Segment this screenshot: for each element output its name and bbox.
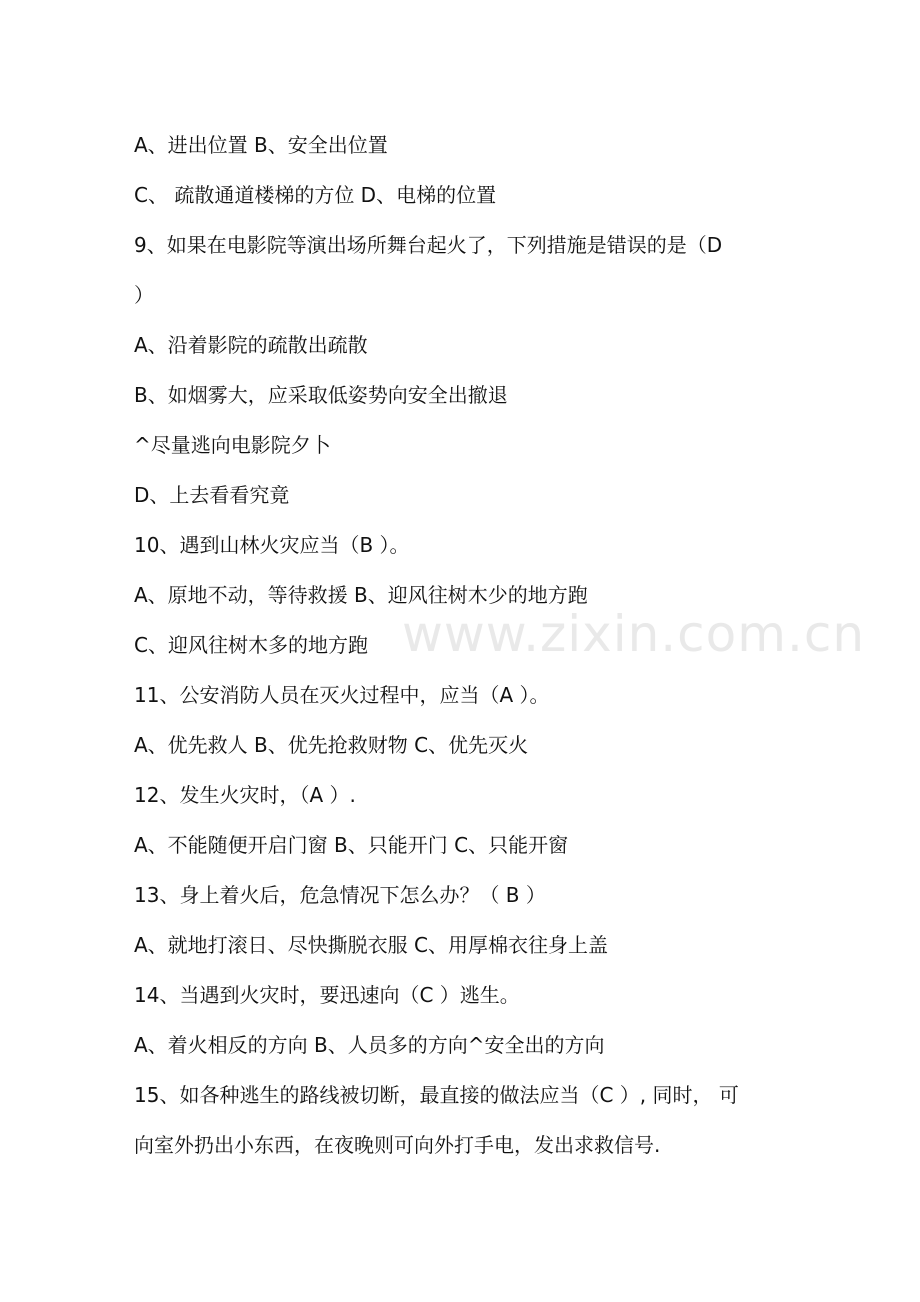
question-10: 10、遇到山林火灾应当（B ）。 (134, 533, 410, 557)
text-line: C、迎风往树木多的地方跑 (134, 633, 368, 657)
question-12: 12、发生火灾时，（A ）. (134, 783, 356, 807)
text-line: A、进出位置 B、安全出位置 (134, 133, 388, 157)
text-line: A、不能随便开启门窗 B、只能开门 C、只能开窗 (134, 833, 569, 857)
question-15: 15、如各种逃生的路线被切断，最直接的做法应当（C ）, 同时， 可 (134, 1083, 739, 1107)
text-line: D、上去看看究竟 (134, 483, 290, 507)
text-line: A、着火相反的方向 B、人员多的方向^安全出的方向 (134, 1033, 605, 1057)
text-line: 向室外扔出小东西，在夜晚则可向外打手电，发出求救信号. (134, 1133, 661, 1157)
text-line: C、 疏散通道楼梯的方位 D、电梯的位置 (134, 183, 497, 207)
text-line: B、如烟雾大，应采取低姿势向安全出撤退 (134, 383, 508, 407)
text-line: ^尽量逃向电影院夕卜 (134, 433, 331, 457)
text-line: ） (134, 283, 154, 307)
text-line: A、原地不动，等待救援 B、迎风往树木少的地方跑 (134, 583, 588, 607)
question-14: 14、当遇到火灾时，要迅速向（C ）逃生。 (134, 983, 520, 1007)
text-line: A、沿着影院的疏散出疏散 (134, 333, 368, 357)
text-line: A、优先救人 B、优先抢救财物 C、优先灭火 (134, 733, 529, 757)
text-line: A、就地打滚日、尽快撕脱衣服 C、用厚棉衣往身上盖 (134, 933, 609, 957)
watermark: www.zixin.com.cn (402, 605, 866, 663)
question-9: 9、如果在电影院等演出场所舞台起火了，下列措施是错误的是（D (134, 233, 723, 257)
question-13: 13、身上着火后，危急情况下怎么办？（ B ） (134, 883, 546, 907)
question-11: 11、公安消防人员在灭火过程中，应当（A ）。 (134, 683, 550, 707)
